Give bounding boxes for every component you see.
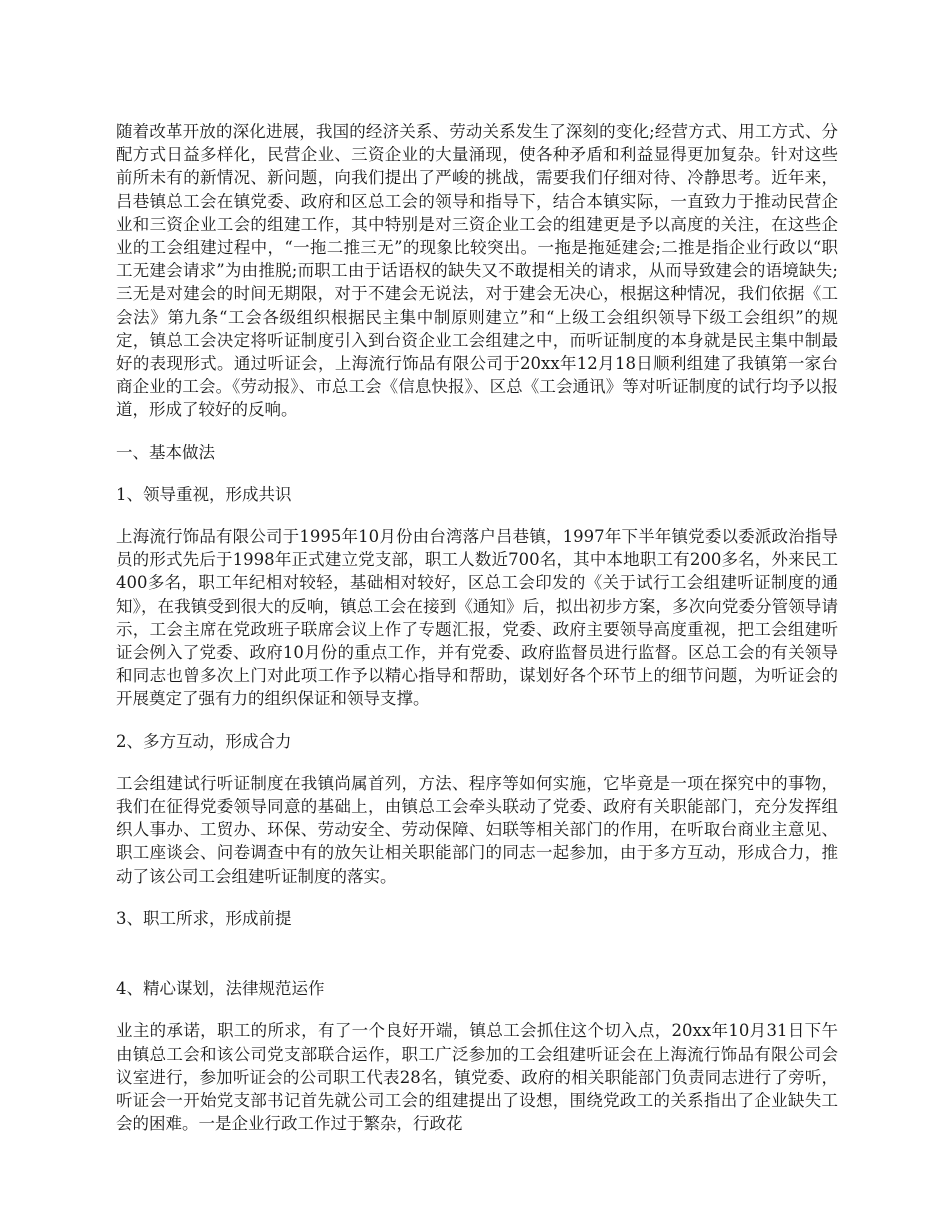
subheading-3: 3、职工所求，形成前提 [116, 908, 292, 928]
paragraph-1: 上海流行饰品有限公司于1995年10月份由台湾落户吕巷镇，1997年下半年镇党委以委派政治指导员的形式先后于1998年正式建立党支部，职工人数近700名，其中本地职工有200多名，外来民工400多名，职工年纪相对较轻，基础相对较好，区总工会印发的《关于试行工会组建听证制度的通知》，在我镇受到很大的反响，镇总工会在接到《通知》后，拟出初步方案，多次向党委分管领导请示，工会主席在党政班子联席会议上作了专题汇报，党委、政府主要领导高度重视，把工会组建听证会例入了党委、政府10月份的重点工作，并有党委、政府监督员进行监督。区总工会的有关领导和同志也曾多次上门对此项工作予以精心指导和帮助，谋划好各个环节上的细节问题，为听证会的开展奠定了强有力的组织保证和领导支撑。 [116, 527, 838, 709]
subheading-2: 2、多方互动，形成合力 [116, 731, 292, 751]
paragraph-4: 业主的承诺，职工的所求，有了一个良好开端，镇总工会抓住这个切入点，20xx年10月31日下午由镇总工会和该公司党支部联合运作，职工广泛参加的工会组建听证会在上海流行饰品有限公司会议室进行，参加听证会的公司职工代表28名，镇党委、政府的相关职能部门负责同志进行了旁听，听证会一开始党支部书记首先就公司工会的组建提出了设想，围绕党政工的关系指出了企业缺失工会的困难。一是企业行政工作过于繁杂，行政花 [116, 1021, 838, 1134]
paragraph-2: 工会组建试行听证制度在我镇尚属首列，方法、程序等如何实施，它毕竟是一项在探究中的事物，我们在征得党委领导同意的基础上，由镇总工会牵头联动了党委、政府有关职能部门，充分发挥组织人事办、工贸办、环保、劳动安全、劳动保障、妇联等相关部门的作用，在听取台商业主意见、职工座谈会、问卷调查中有的放矢让相关职能部门的同志一起参加，由于多方互动，形成合力，推动了该公司工会组建听证制度的落实。 [116, 773, 838, 886]
intro-paragraph: 随着改革开放的深化进展，我国的经济关系、劳动关系发生了深刻的变化;经营方式、用工方式、分配方式日益多样化，民营企业、三资企业的大量涌现，使各种矛盾和利益显得更加复杂。针对这些前所未有的新情况、新问题，向我们提出了严峻的挑战，需要我们仔细对待、冷静思考。近年来，吕巷镇总工会在镇党委、政府和区总工会的领导和指导下，结合本镇实际，一直致力于推动民营企业和三资企业工会的组建工作，其中特别是对三资企业工会的组建更是予以高度的关注，在这些企业的工会组建过程中，“一拖二推三无”的现象比较突出。一拖是拖延建会;二推是指企业行政以“职工无建会请求”为由推脱;而职工由于话语权的缺失又不敢提相关的请求，从而导致建会的语境缺失;三无是对建会的时间无期限，对于不建会无说法，对于建会无决心，根据这种情况，我们依据《工会法》第九条“工会各级组织根据民主集中制原则建立”和“上级工会组织领导下级工会组织”的规定，镇总工会决定将听证制度引入到台资企业工会组建之中，而听证制度的本身就是民主集中制最好的表现形式。通过听证会，上海流行饰品有限公司于20xx年12月18日顺利组建了我镇第一家台商企业的工会。《劳动报》、市总工会《信息快报》、区总《工会通讯》等对听证制度的试行均予以报道，形成了较好的反响。 [116, 122, 838, 420]
subheading-4: 4、精心谋划，法律规范运作 [116, 979, 325, 999]
subheading-1: 1、领导重视，形成共识 [116, 484, 292, 504]
section-heading-basic-methods: 一、基本做法 [116, 442, 215, 462]
document-page [116, 120, 838, 1135]
